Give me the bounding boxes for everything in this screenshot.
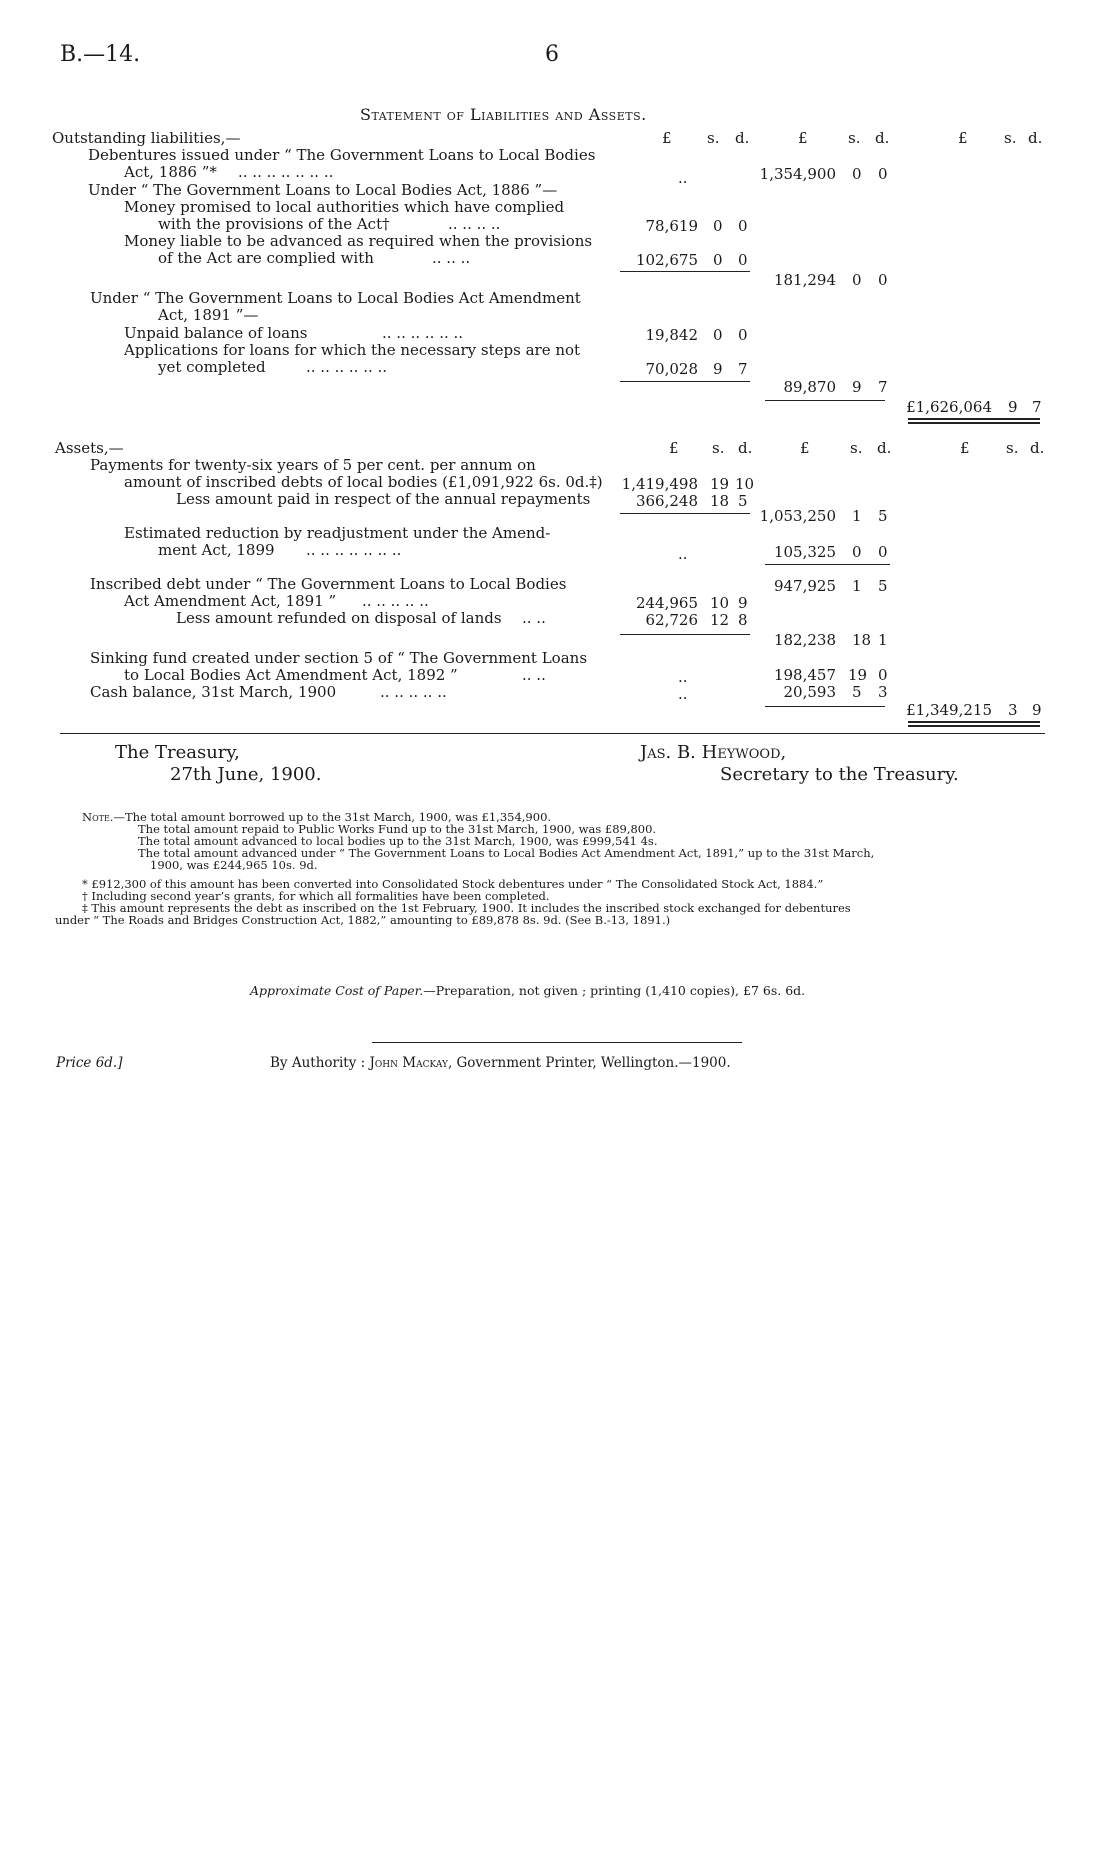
note-line-4a: The total amount advanced under “ The Government Loans to Local Bodies Act Amendment Act, 1891,” up to the 31st March, [138, 846, 875, 860]
payments-pounds: 1,419,498 [621, 475, 698, 493]
page-title: Statement of Liabilities and Assets. [360, 105, 647, 124]
imprint [270, 1055, 731, 1071]
signature-date: 27th June, 1900. [170, 764, 322, 785]
act-1891-total-pounds: 89,870 [783, 378, 836, 396]
debentures-pounds: 1,354,900 [759, 165, 836, 183]
reduction-line2: ment Act, 1899 [158, 541, 275, 559]
money-liable-line1: Money liable to be advanced as required when the provisions [124, 232, 593, 250]
liabilities-grand-total-shillings: 9 [1008, 398, 1018, 416]
money-promised-pence: 0 [738, 217, 748, 235]
inscribed-pence: 9 [738, 594, 748, 612]
section-divider [60, 733, 1045, 734]
net-payments-shillings: 1 [852, 577, 862, 595]
col2-pound-header: £ [798, 129, 808, 147]
inscribed-less-shillings: 12 [710, 611, 730, 629]
footnote-double-dagger-2: under “ The Roads and Bridges Construction Act, 1882,” amounting to £89,878 8s. 9d. (See B.-13, 1891.) [55, 913, 671, 927]
leader-dots: .. .. .. .. .. .. .. [306, 541, 402, 559]
cost-of-paper [250, 983, 805, 998]
applications-pence: 7 [738, 360, 748, 378]
act-1891-total-pence: 7 [878, 378, 888, 396]
signatory-title: Secretary to the Treasury. [720, 764, 959, 785]
subtotal-rule [620, 381, 750, 382]
leader-dots: .. .. .. .. .. .. [306, 358, 388, 376]
leader-dots: .. .. .. .. .. .. .. [238, 163, 334, 181]
sinking-line2: to Local Bodies Act Amendment Act, 1892 ” [124, 666, 458, 684]
money-promised-line2: with the provisions of the Act† [158, 215, 390, 233]
inscribed-line2: Act Amendment Act, 1891 ” [124, 592, 337, 610]
payments-shillings: 19 [710, 475, 730, 493]
assets-label: Assets,— [55, 439, 124, 457]
payments-less-shillings: 18 [710, 492, 730, 510]
col1-placeholder: .. [678, 545, 688, 563]
debentures-line1: Debentures issued under “ The Government Loans to Local Bodies [88, 146, 596, 164]
leader-dots: .. .. .. .. [448, 215, 501, 233]
col1-pence-header: d. [735, 129, 750, 147]
subtotal-rule [765, 706, 885, 707]
applications-shillings: 9 [713, 360, 723, 378]
applications-line1: Applications for loans for which the necessary steps are not [124, 341, 581, 359]
assets-grand-total-pence: 9 [1032, 701, 1042, 719]
note-line-3: The total amount advanced to local bodies up to the 31st March, 1900, was £999,541 4s. [138, 834, 658, 848]
sinking-line1: Sinking fund created under section 5 of “ The Government Loans [90, 649, 588, 667]
inscribed-total-pence: 1 [878, 631, 888, 649]
col1-placeholder: .. [678, 668, 688, 686]
liabilities-grand-total-pounds: £1,626,064 [906, 398, 992, 416]
double-rule-bottom [908, 422, 1040, 424]
payments-less-pence: 5 [738, 492, 748, 510]
applications-line2: yet completed [158, 358, 266, 376]
applications-pounds: 70,028 [645, 360, 698, 378]
unpaid-balance-shillings: 0 [713, 326, 723, 344]
act-1891-line2: Act, 1891 ”— [158, 306, 259, 324]
signatory-name: Jas. B. Heywood, [640, 742, 787, 763]
double-rule-top [908, 418, 1040, 420]
payments-total-pence: 5 [878, 507, 888, 525]
assets-col2-pound-header: £ [800, 439, 810, 457]
inscribed-line1: Inscribed debt under “ The Government Loans to Local Bodies [90, 575, 567, 593]
act-1891-total-shillings: 9 [852, 378, 862, 396]
note-label: Note. [82, 810, 114, 824]
money-promised-pounds: 78,619 [645, 217, 698, 235]
col2-pence-header: d. [875, 129, 890, 147]
liabilities-label: Outstanding liabilities,— [52, 129, 241, 147]
unpaid-balance-pence: 0 [738, 326, 748, 344]
payments-pence: 10 [735, 475, 755, 493]
printer-name: John Mackay [369, 1055, 448, 1071]
subtotal-rule [765, 400, 885, 401]
subtotal-rule [620, 271, 750, 272]
net-payments-pence: 5 [878, 577, 888, 595]
assets-col2-shilling-header: s. [850, 439, 863, 457]
leader-dots: .. .. .. .. .. [380, 683, 447, 701]
cash-shillings: 5 [852, 683, 862, 701]
payments-less-pounds: 366,248 [635, 492, 698, 510]
note-line-4b: 1900, was £244,965 10s. 9d. [150, 858, 318, 872]
leader-dots: .. .. .. .. .. .. [382, 324, 464, 342]
page-number: 6 [545, 42, 559, 67]
act-1886-total-shillings: 0 [852, 271, 862, 289]
document-reference: B.—14. [60, 42, 141, 67]
inscribed-shillings: 10 [710, 594, 730, 612]
debentures-line2: Act, 1886 ”* [124, 163, 217, 181]
note-text: —The total amount borrowed up to the 31st March, 1900, was £1,354,900. [113, 810, 552, 824]
imprint-rest: , Government Printer, Wellington.—1900. [447, 1055, 731, 1071]
assets-col1-pence-header: d. [738, 439, 753, 457]
reduction-pence: 0 [878, 543, 888, 561]
double-rule-bottom [908, 725, 1040, 727]
payments-line2: amount of inscribed debts of local bodies (£1,091,922 6s. 0d.‡) [124, 473, 603, 491]
assets-col3-pound-header: £ [960, 439, 970, 457]
leader-dots: .. .. [522, 666, 546, 684]
col2-shilling-header: s. [848, 129, 861, 147]
sinking-pence: 0 [878, 666, 888, 684]
leader-dots: .. .. [522, 609, 546, 627]
cost-label: Approximate Cost of Paper. [250, 983, 424, 998]
unpaid-balance-pounds: 19,842 [645, 326, 698, 344]
footnote-star: * £912,300 of this amount has been converted into Consolidated Stock debentures under “ The Consolidated Stock Act, 1884.” [82, 877, 824, 891]
liabilities-grand-total-pence: 7 [1032, 398, 1042, 416]
inscribed-total-pounds: 182,238 [773, 631, 836, 649]
footnote-dagger: † Including second year’s grants, for which all formalities have been completed. [82, 889, 550, 903]
col1-pound-header: £ [662, 129, 672, 147]
reduction-line1: Estimated reduction by readjustment under the Amend- [124, 524, 551, 542]
act-1886-total-pence: 0 [878, 271, 888, 289]
payments-total-shillings: 1 [852, 507, 862, 525]
cost-text: —Preparation, not given ; printing (1,410 copies), £7 6s. 6d. [423, 983, 806, 998]
money-liable-pounds: 102,675 [635, 251, 698, 269]
payments-less-label: Less amount paid in respect of the annual repayments [176, 490, 591, 508]
debentures-pence: 0 [878, 165, 888, 183]
money-liable-line2: of the Act are complied with [158, 249, 374, 267]
assets-col2-pence-header: d. [877, 439, 892, 457]
leader-dots: .. .. .. .. .. [362, 592, 429, 610]
assets-col1-shilling-header: s. [712, 439, 725, 457]
col3-pence-header: d. [1028, 129, 1043, 147]
assets-col1-pound-header: £ [669, 439, 679, 457]
subtotal-rule [620, 634, 750, 635]
imprint-authority: By Authority : [270, 1055, 370, 1071]
cash-balance-label: Cash balance, 31st March, 1900 [90, 683, 337, 701]
payments-total-pounds: 1,053,250 [759, 507, 836, 525]
inscribed-pounds: 244,965 [635, 594, 698, 612]
cash-pence: 3 [878, 683, 888, 701]
sinking-pounds: 198,457 [773, 666, 836, 684]
act-1891-line1: Under “ The Government Loans to Local Bodies Act Amendment [90, 289, 581, 307]
double-rule-top [908, 721, 1040, 723]
inscribed-less-label: Less amount refunded on disposal of lands [176, 609, 502, 627]
reduction-shillings: 0 [852, 543, 862, 561]
assets-grand-total-shillings: 3 [1008, 701, 1018, 719]
act-1886-total-pounds: 181,294 [773, 271, 836, 289]
sinking-shillings: 19 [848, 666, 868, 684]
inscribed-total-shillings: 18 [852, 631, 872, 649]
assets-col3-shilling-header: s. [1006, 439, 1019, 457]
inscribed-less-pence: 8 [738, 611, 748, 629]
reduction-pounds: 105,325 [773, 543, 836, 561]
subtotal-rule [620, 513, 750, 514]
debentures-shillings: 0 [852, 165, 862, 183]
col1-placeholder: .. [678, 169, 688, 187]
net-payments-pounds: 947,925 [773, 577, 836, 595]
price: Price 6d.] [56, 1055, 123, 1071]
cash-pounds: 20,593 [783, 683, 836, 701]
payments-line1: Payments for twenty-six years of 5 per cent. per annum on [90, 456, 536, 474]
money-promised-line1: Money promised to local authorities which have complied [124, 198, 565, 216]
money-promised-shillings: 0 [713, 217, 723, 235]
col1-placeholder: .. [678, 685, 688, 703]
act-1886-heading: Under “ The Government Loans to Local Bodies Act, 1886 ”— [88, 181, 558, 199]
unpaid-balance-label: Unpaid balance of loans [124, 324, 308, 342]
col1-shilling-header: s. [707, 129, 720, 147]
inscribed-less-pounds: 62,726 [645, 611, 698, 629]
assets-col3-pence-header: d. [1030, 439, 1045, 457]
col3-pound-header: £ [958, 129, 968, 147]
footer-rule [372, 1042, 742, 1043]
note-line-2: The total amount repaid to Public Works Fund up to the 31st March, 1900, was £89,800. [138, 822, 657, 836]
money-liable-pence: 0 [738, 251, 748, 269]
signature-place: The Treasury, [115, 742, 240, 763]
footnote-double-dagger-1: ‡ This amount represents the debt as inscribed on the 1st February, 1900. It includes the inscribed stock exchanged for debentures [82, 901, 851, 915]
leader-dots: .. .. .. [432, 249, 471, 267]
assets-grand-total-pounds: £1,349,215 [906, 701, 992, 719]
subtotal-rule [765, 564, 890, 565]
money-liable-shillings: 0 [713, 251, 723, 269]
col3-shilling-header: s. [1004, 129, 1017, 147]
